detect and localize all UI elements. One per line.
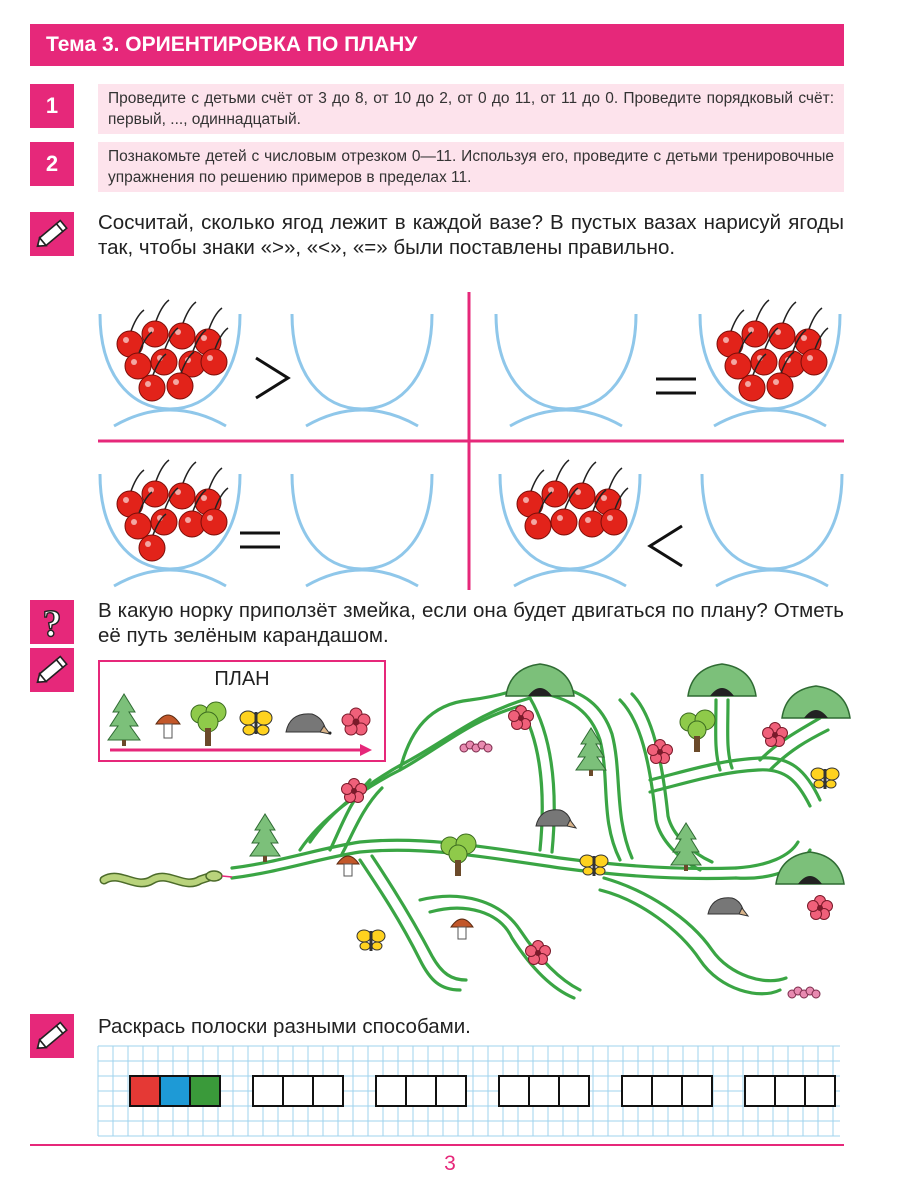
butterfly-icon	[357, 930, 385, 951]
stripe-cell	[652, 1076, 682, 1106]
butterfly-icon	[580, 855, 608, 876]
stripe-cell	[559, 1076, 589, 1106]
stripe-cell	[622, 1076, 652, 1106]
stripe-cell	[130, 1076, 160, 1106]
page-number: 3	[444, 1152, 456, 1175]
stripe-cell	[805, 1076, 835, 1106]
task-number-2: 2	[30, 142, 74, 186]
tree-icon	[576, 728, 606, 776]
stripe	[745, 1076, 835, 1106]
flower-icon	[763, 723, 788, 747]
stripe-cell	[406, 1076, 436, 1106]
teacher-note-2: Познакомьте детей с числовым отрезком 0—11. Используя его, проведите с детьми тренировочные упражнения по решению примеров в пределах 11.	[98, 142, 844, 192]
stripe-cell	[313, 1076, 343, 1106]
pencil-icon	[30, 1014, 74, 1058]
stripe-cell	[529, 1076, 559, 1106]
mushroom-icon	[337, 856, 359, 876]
stripe	[130, 1076, 220, 1106]
stripe-cell	[436, 1076, 466, 1106]
task-number-1: 1	[30, 84, 74, 128]
stripe-cell	[376, 1076, 406, 1106]
footer-line	[30, 1144, 844, 1146]
flower-icon	[342, 779, 367, 803]
berries-task-text: Сосчитай, сколько ягод лежит в каждой вазе? В пустых вазах нарисуй ягоды так, чтобы знаки «>», «<», «=» были поставлены правильно.	[98, 211, 844, 259]
stripe	[376, 1076, 466, 1106]
stripe	[253, 1076, 343, 1106]
page-title: Тема 3. ОРИЕНТИРОВКА ПО ПЛАНУ	[30, 24, 844, 66]
maze-task-text: В какую норку приползёт змейка, если она будет двигаться по плану? Отметь её путь зелёным карандашом.	[98, 599, 844, 647]
stripe-cell	[190, 1076, 220, 1106]
svg-text:?: ?	[42, 603, 62, 644]
stripe-cell	[682, 1076, 712, 1106]
stripes-task-text: Раскрась полоски разными способами.	[98, 1015, 471, 1038]
caterpillar-icon	[460, 741, 492, 752]
flower-icon	[648, 740, 673, 764]
stripe-cell	[745, 1076, 775, 1106]
mushroom-icon	[451, 919, 473, 939]
plan-title: ПЛАН	[214, 668, 270, 690]
stripe-cell	[283, 1076, 313, 1106]
stripe	[622, 1076, 712, 1106]
stripe-cell	[253, 1076, 283, 1106]
stripe-cell	[775, 1076, 805, 1106]
burrow-2	[688, 664, 756, 696]
bush-icon	[680, 710, 715, 752]
teacher-note-1: Проведите с детьми счёт от 3 до 8, от 10 до 2, от 0 до 11, от 11 до 0. Проведите порядковый счёт: первый, ..., одиннадцатый.	[98, 84, 844, 134]
hedgehog-icon	[708, 898, 748, 916]
stripe-cell	[160, 1076, 190, 1106]
flower-icon	[808, 896, 833, 920]
snake-icon	[104, 871, 232, 883]
caterpillar-icon	[788, 987, 820, 998]
burrow-3	[782, 686, 850, 718]
burrow-4	[776, 852, 844, 884]
stripe	[499, 1076, 589, 1106]
stripe-cell	[499, 1076, 529, 1106]
tree-icon	[250, 814, 280, 862]
butterfly-icon	[811, 768, 839, 789]
burrow-1	[506, 664, 574, 696]
